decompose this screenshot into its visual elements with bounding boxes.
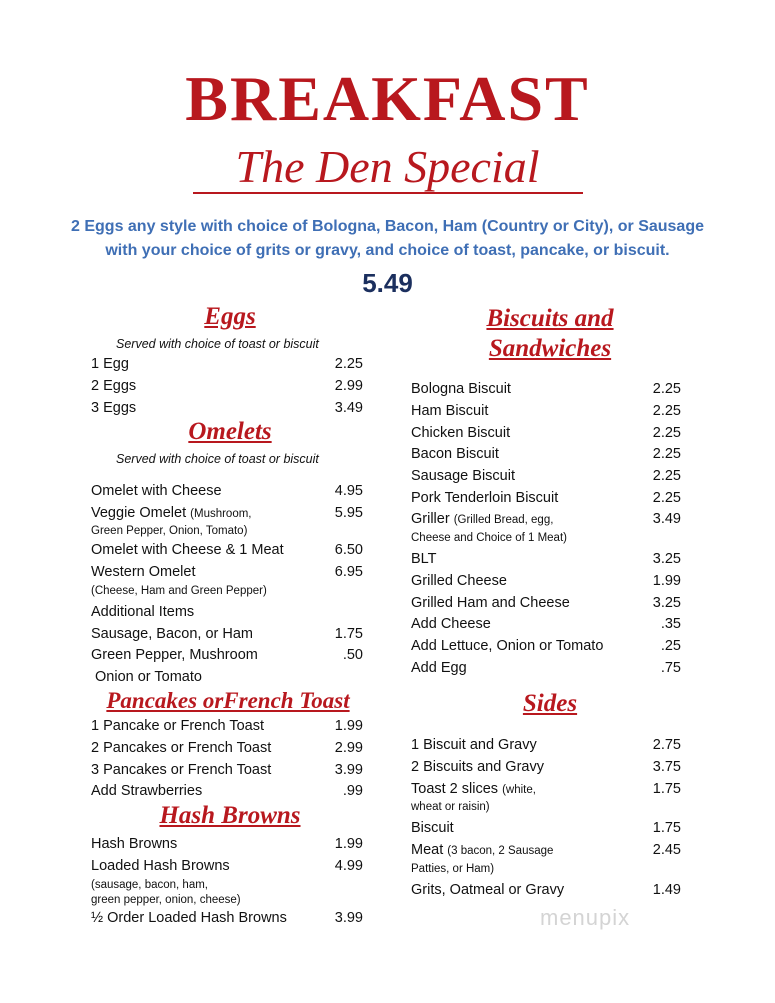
item-name: Western Omelet — [91, 564, 196, 580]
item-price: 3.25 — [652, 551, 681, 567]
item-name: Add Strawberries — [91, 783, 203, 799]
item-detail: (sausage, bacon, ham, — [91, 879, 208, 891]
menu-item — [411, 551, 681, 571]
item-name: 2 Biscuits and Gravy — [411, 759, 544, 775]
menu-item — [411, 616, 681, 636]
item-price: 4.99 — [334, 858, 363, 874]
item-name: 2 Pancakes or French Toast — [91, 740, 272, 756]
menu-item — [91, 647, 363, 667]
item-name: Toast 2 slices (white, — [411, 781, 536, 797]
menu-item — [411, 511, 681, 531]
item-price: 2.25 — [652, 446, 681, 462]
item-price: 2.25 — [652, 468, 681, 484]
menu-item — [91, 483, 363, 503]
item-price: .99 — [342, 783, 363, 799]
biscuits-heading-line2: Sandwiches — [488, 335, 612, 362]
menu-item — [91, 858, 363, 878]
item-name: Griller (Grilled Bread, egg, — [411, 511, 554, 527]
item-detail: Cheese and Choice of 1 Meat) — [411, 532, 567, 544]
item-price: 3.75 — [652, 759, 681, 775]
item-price: 3.99 — [334, 762, 363, 778]
item-name: 1 Pancake or French Toast — [91, 718, 265, 734]
menu-item — [91, 400, 363, 420]
item-name: Loaded Hash Browns — [91, 858, 230, 874]
item-price: .25 — [660, 638, 681, 654]
menu-item — [411, 820, 681, 840]
menu-item — [91, 542, 363, 562]
item-name: Grilled Cheese — [411, 573, 507, 589]
item-name: Hash Browns — [91, 836, 178, 852]
item-name: Grits, Oatmeal or Gravy — [411, 882, 565, 898]
menu-item — [411, 842, 681, 862]
menu-item — [411, 381, 681, 401]
item-price: 6.50 — [334, 542, 363, 558]
item-name: Add Egg — [411, 660, 467, 676]
item-name: Sausage Biscuit — [411, 468, 515, 484]
special-price: 5.49 — [362, 268, 413, 298]
item-price: 1.75 — [334, 626, 363, 642]
item-price: 3.99 — [334, 910, 363, 926]
item-price: 2.25 — [652, 403, 681, 419]
menu-item — [411, 573, 681, 593]
item-price: 1.75 — [652, 781, 681, 797]
menu-item — [91, 356, 363, 376]
biscuits-heading-line1: Biscuits and — [486, 305, 614, 332]
item-name: 3 Eggs — [91, 400, 137, 416]
item-name: Add Cheese — [411, 616, 491, 632]
special-description-line2: with your choice of grits or gravy, and choice of toast, pancake, or biscuit. — [105, 242, 670, 259]
item-price: 2.45 — [652, 842, 681, 858]
menu-item — [91, 762, 363, 782]
item-name: Omelet with Cheese — [91, 483, 222, 499]
item-name: Biscuit — [411, 820, 454, 836]
item-price: 2.25 — [652, 381, 681, 397]
item-name: Chicken Biscuit — [411, 425, 511, 441]
item-name: Omelet with Cheese & 1 Meat — [91, 542, 284, 558]
item-price: 1.75 — [652, 820, 681, 836]
watermark-logo: menupix — [540, 905, 631, 930]
item-name: Meat (3 bacon, 2 Sausage — [411, 842, 554, 858]
menu-title: BREAKFAST — [185, 63, 590, 134]
menu-item — [411, 737, 681, 757]
item-price: 1.99 — [334, 718, 363, 734]
hashbrowns-heading: Hash Browns — [159, 802, 301, 829]
item-price: 1.49 — [652, 882, 681, 898]
menu-item — [91, 378, 363, 398]
menu-item — [411, 595, 681, 615]
item-name: ½ Order Loaded Hash Browns — [91, 910, 287, 926]
item-detail: Patties, or Ham) — [411, 863, 495, 875]
menu-item — [91, 783, 363, 803]
item-name: 2 Eggs — [91, 378, 137, 394]
item-name: Ham Biscuit — [411, 403, 489, 419]
item-price: .35 — [660, 616, 681, 632]
menu-item — [411, 403, 681, 423]
special-description-line1: 2 Eggs any style with choice of Bologna, Bacon, Ham (Country or City), or Sausage — [71, 218, 704, 235]
item-name: BLT — [411, 551, 437, 567]
item-name: Sausage, Bacon, or Ham — [91, 626, 254, 642]
omelets-note: Served with choice of toast or biscuit — [116, 452, 319, 466]
item-name: 1 Biscuit and Gravy — [411, 737, 537, 753]
menu-item — [411, 490, 681, 510]
eggs-note: Served with choice of toast or biscuit — [116, 337, 319, 351]
item-price: 6.95 — [334, 564, 363, 580]
menu-item — [411, 660, 681, 680]
item-price: .75 — [660, 660, 681, 676]
item-name: Grilled Ham and Cheese — [411, 595, 570, 611]
menu-item — [91, 740, 363, 760]
item-name: 3 Pancakes or French Toast — [91, 762, 272, 778]
item-name: Add Lettuce, Onion or Tomato — [411, 638, 604, 654]
item-price: .50 — [342, 647, 363, 663]
menu-item — [411, 468, 681, 488]
item-name: Pork Tenderloin Biscuit — [411, 490, 559, 506]
menu-item — [91, 505, 363, 525]
menu-item — [411, 759, 681, 779]
item-price: 1.99 — [652, 573, 681, 589]
item-price: 3.49 — [652, 511, 681, 527]
menu-item — [411, 638, 681, 658]
eggs-heading: Eggs — [204, 303, 256, 330]
item-price: 2.99 — [334, 378, 363, 394]
special-title: The Den Special — [235, 141, 540, 192]
menu-item — [91, 836, 363, 856]
item-price: 2.25 — [334, 356, 363, 372]
menu-item — [411, 425, 681, 445]
menu-item — [411, 882, 681, 902]
menu-item — [91, 718, 363, 738]
item-price: 3.49 — [334, 400, 363, 416]
item-price: 2.75 — [652, 737, 681, 753]
item-name: 1 Egg — [91, 356, 129, 372]
item-detail: green pepper, onion, cheese) — [91, 894, 241, 906]
menu-item — [91, 910, 363, 930]
pancakes-heading: Pancakes orFrench Toast — [106, 688, 350, 713]
menu-item — [411, 446, 681, 466]
item-name: Veggie Omelet (Mushroom, — [91, 505, 252, 521]
item-name: Bologna Biscuit — [411, 381, 511, 397]
item-price: 3.25 — [652, 595, 681, 611]
item-name: Green Pepper, Mushroom — [91, 647, 258, 663]
additional-items-label: Additional Items — [91, 604, 195, 620]
title-underline — [193, 192, 583, 194]
menu-item — [91, 564, 363, 584]
menu-item — [411, 781, 681, 801]
omelets-heading: Omelets — [188, 418, 272, 445]
menu-item — [91, 626, 363, 646]
item-name-continued: Onion or Tomato — [95, 669, 202, 685]
item-detail: wheat or raisin) — [411, 801, 490, 813]
item-price: 1.99 — [334, 836, 363, 852]
item-price: 2.25 — [652, 425, 681, 441]
item-name: Bacon Biscuit — [411, 446, 499, 462]
item-detail: (Cheese, Ham and Green Pepper) — [91, 585, 267, 597]
item-price: 2.25 — [652, 490, 681, 506]
item-price: 4.95 — [334, 483, 363, 499]
item-price: 2.99 — [334, 740, 363, 756]
item-price: 5.95 — [334, 505, 363, 521]
item-detail: Green Pepper, Onion, Tomato) — [91, 525, 248, 537]
sides-heading: Sides — [522, 690, 578, 717]
